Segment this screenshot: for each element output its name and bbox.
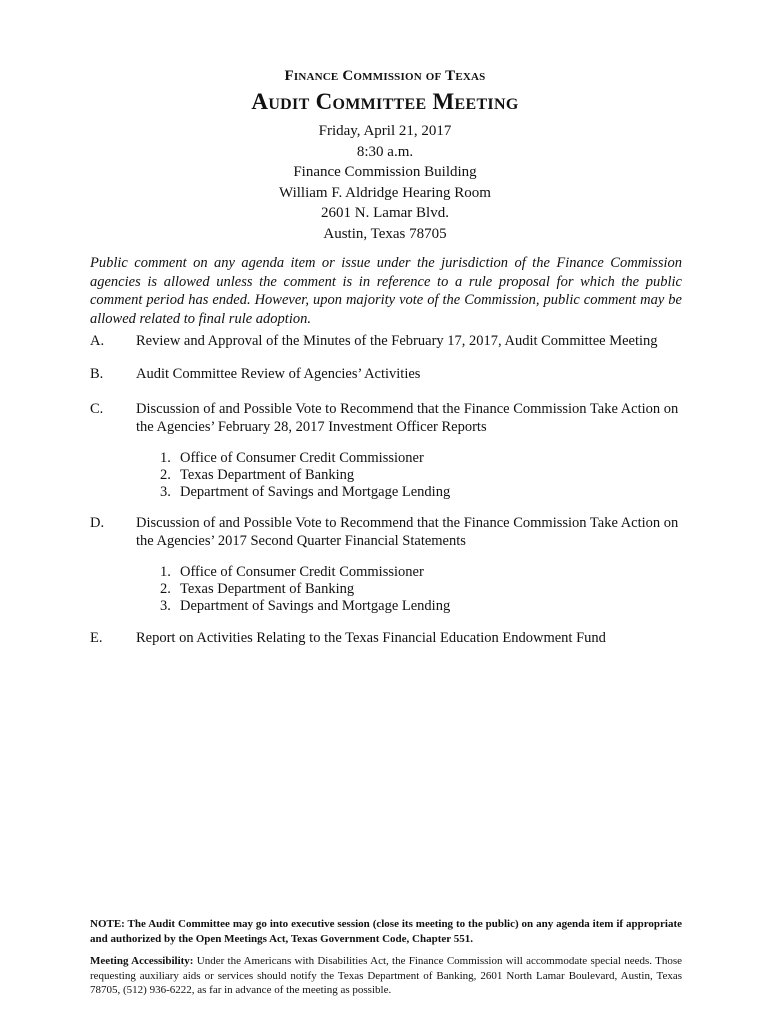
meeting-street: 2601 N. Lamar Blvd. (321, 205, 449, 221)
agenda-item-letter: E. (90, 630, 103, 646)
sublist-text: Texas Department of Banking (180, 467, 355, 483)
public-comment-notice: Public comment on any agenda item or issue under the jurisdiction of the Finance Commission agencies is allowed unless the comment is in reference to a rule proposal for which the public comment period has ended. However, upon majority vote of the Commission, public comment may be allowed related to final rule adoption. (90, 255, 682, 327)
sublist-number: 3. (160, 598, 171, 614)
agenda-item-letter: B. (90, 366, 104, 382)
sublist-text: Office of Consumer Credit Commissioner (180, 450, 424, 466)
agenda-item-text: Report on Activities Relating to the Texas Financial Education Endowment Fund (136, 630, 606, 646)
sublist-item (160, 467, 450, 484)
meeting-title: Audit Committee Meeting (251, 89, 519, 114)
accessibility-text: Under the Americans with Disabilities Act, the Finance Commission will accommodate special needs. Those requesting auxiliary aids or services should notify the Texas Department of Banking, 2601 North Lamar Boulevard, Austin, Texas 78705, (512) 936-6222, as far in advance of the meeting as possible. (90, 955, 683, 996)
agenda-item-text: Audit Committee Review of Agencies’ Activities (136, 366, 421, 382)
sublist-item (160, 581, 450, 598)
meeting-room: William F. Aldridge Hearing Room (279, 184, 491, 201)
agenda-item-b (90, 366, 682, 384)
executive-session-note: NOTE: The Audit Committee may go into executive session (close its meeting to the public) on any agenda item if appropriate and authorized by the Open Meetings Act, Texas Government Code, Chapter 551. (90, 918, 682, 945)
sublist-text: Department of Savings and Mortgage Lending (180, 484, 451, 500)
meeting-building: Finance Commission Building (293, 164, 477, 180)
sublist-number: 3. (160, 484, 171, 500)
agenda-c-sublist (160, 450, 450, 501)
agenda-item-e (90, 630, 682, 648)
agenda-item-letter: D. (90, 515, 105, 531)
accessibility-notice (90, 954, 682, 998)
sublist-text: Office of Consumer Credit Commissioner (180, 564, 424, 580)
sublist-number: 1. (160, 564, 171, 580)
agenda-item-letter: A. (90, 333, 105, 349)
meeting-details (90, 121, 680, 244)
agenda-item-text: Review and Approval of the Minutes of the February 17, 2017, Audit Committee Meeting (136, 333, 658, 349)
sublist-item (160, 484, 450, 501)
agenda-item-a (90, 333, 682, 351)
meeting-time: 8:30 a.m. (356, 143, 414, 160)
agenda-item-text: Discussion of and Possible Vote to Recommend that the Finance Commission Take Action on the Agencies’ February 28, 2017 Investment Officer Reports (136, 401, 679, 435)
sublist-item (160, 450, 450, 467)
agenda-item-text: Discussion of and Possible Vote to Recommend that the Finance Commission Take Action on the Agencies’ 2017 Second Quarter Financial Statements (136, 515, 679, 549)
sublist-text: Department of Savings and Mortgage Lending (180, 598, 451, 614)
meeting-city: Austin, Texas 78705 (323, 225, 447, 242)
agenda-item-d (90, 515, 682, 550)
agenda-d-sublist (160, 564, 450, 615)
agenda-item-letter: C. (90, 401, 104, 417)
sublist-text: Texas Department of Banking (180, 581, 355, 597)
sublist-number: 1. (160, 450, 171, 466)
agenda-item-c (90, 401, 682, 436)
sublist-number: 2. (160, 581, 171, 597)
sublist-number: 2. (160, 467, 171, 483)
meeting-date: Friday, April 21, 2017 (318, 123, 452, 139)
sublist-item (160, 564, 450, 581)
sublist-item (160, 598, 450, 615)
organization-title: Finance Commission of Texas (284, 68, 486, 84)
accessibility-label: Meeting Accessibility: (90, 955, 194, 967)
